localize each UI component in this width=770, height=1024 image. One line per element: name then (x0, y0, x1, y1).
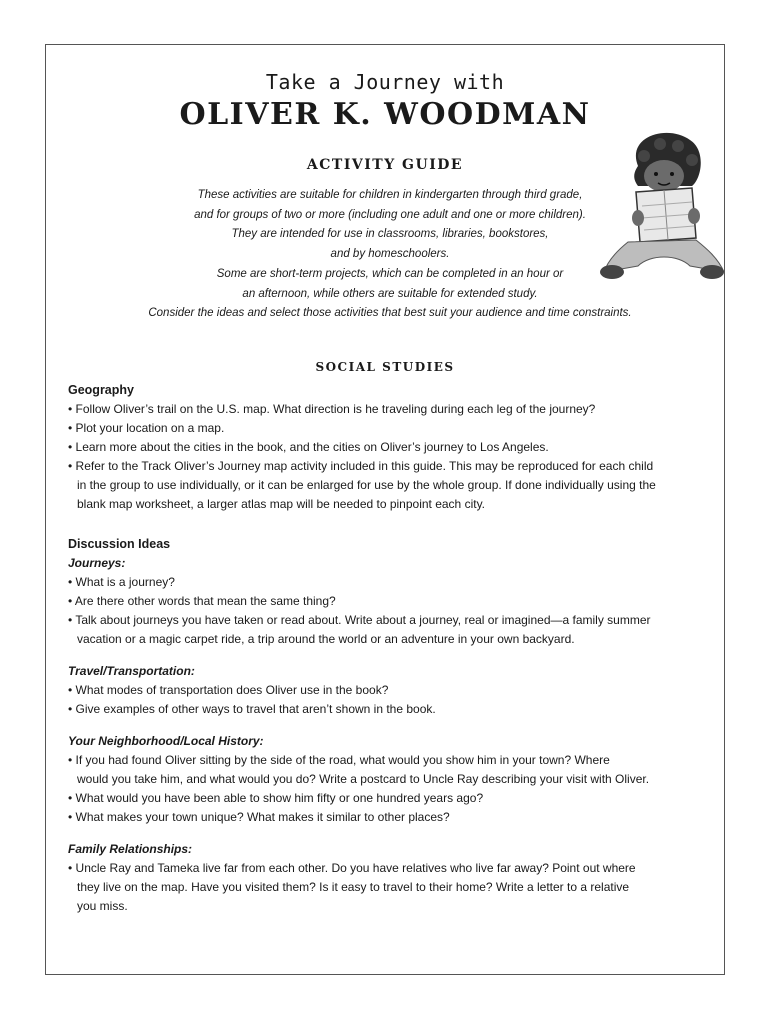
list-item-continuation: in the group to use individually, or it can be enlarged for use by the whole group. If done individually using the (77, 478, 656, 492)
list-item: • Plot your location on a map. (68, 421, 225, 435)
journeys-subheading: Journeys: (68, 556, 126, 570)
family-subheading: Family Relationships: (68, 842, 193, 856)
list-item: • Are there other words that mean the same thing? (68, 594, 336, 608)
list-item: • What makes your town unique? What makes it similar to other places? (68, 810, 450, 824)
intro-line: and by homeschoolers. (330, 248, 450, 261)
list-item: • Uncle Ray and Tameka live far from each other. Do you have relatives who live far away? Point out where (68, 861, 636, 875)
intro-line: an afternoon, while others are suitable for extended study. (242, 287, 538, 300)
neighborhood-subheading: Your Neighborhood/Local History: (68, 734, 264, 748)
intro-line: Some are short-term projects, which can be completed in an hour or (216, 267, 564, 280)
intro-paragraph (100, 186, 680, 324)
intro-line: They are intended for use in classrooms, libraries, bookstores, (231, 228, 549, 241)
discussion-heading: Discussion Ideas (68, 537, 171, 551)
list-item-continuation: they live on the map. Have you visited them? Is it easy to travel to their home? Write a letter to a relative (77, 880, 630, 894)
list-item: • If you had found Oliver sitting by the side of the road, what would you show him in your town? Where (68, 753, 610, 767)
list-item: • Follow Oliver’s trail on the U.S. map. What direction is he traveling during each leg of the journey? (68, 402, 596, 416)
list-item: • What is a journey? (68, 575, 175, 589)
list-item: • What modes of transportation does Oliver use in the book? (68, 683, 389, 697)
girl-reading-illustration (598, 126, 726, 284)
list-item-continuation: would you take him, and what would you do? Write a postcard to Uncle Ray describing your visit with Oliver. (77, 772, 650, 786)
activity-guide-heading: ACTIVITY GUIDE (306, 157, 464, 173)
list-item: • Learn more about the cities in the book, and the cities on Oliver’s journey to Los Angeles. (68, 440, 549, 454)
intro-line: and for groups of two or more (including one adult and one or more children). (194, 208, 586, 221)
main-content (68, 381, 708, 916)
list-item: • Talk about journeys you have taken or read about. Write about a journey, real or imagined—a family summer (68, 613, 651, 627)
travel-subheading: Travel/Transportation: (68, 664, 195, 678)
list-item-continuation: you miss. (77, 899, 128, 913)
intro-line: These activities are suitable for children in kindergarten through third grade, (197, 189, 583, 201)
list-item: • Give examples of other ways to travel that aren’t shown in the book. (68, 702, 436, 716)
page-title: OLIVER K. WOODMAN (179, 97, 591, 132)
list-item: • Refer to the Track Oliver’s Journey map activity included in this guide. This may be reproduced for each child (68, 459, 654, 473)
list-item-continuation: vacation or a magic carpet ride, a trip around the world or an adventure in your own backyard. (77, 632, 575, 646)
section-heading-social-studies: SOCIAL STUDIES (315, 360, 455, 374)
title-subheading: Take a Journey with (265, 70, 505, 94)
intro-line: Consider the ideas and select those activities that best suit your audience and time constraints. (148, 307, 632, 320)
geography-heading: Geography (68, 383, 134, 397)
list-item-continuation: blank map worksheet, a larger atlas map will be needed to pinpoint each city. (77, 497, 486, 511)
list-item: • What would you have been able to show him fifty or one hundred years ago? (68, 791, 484, 805)
